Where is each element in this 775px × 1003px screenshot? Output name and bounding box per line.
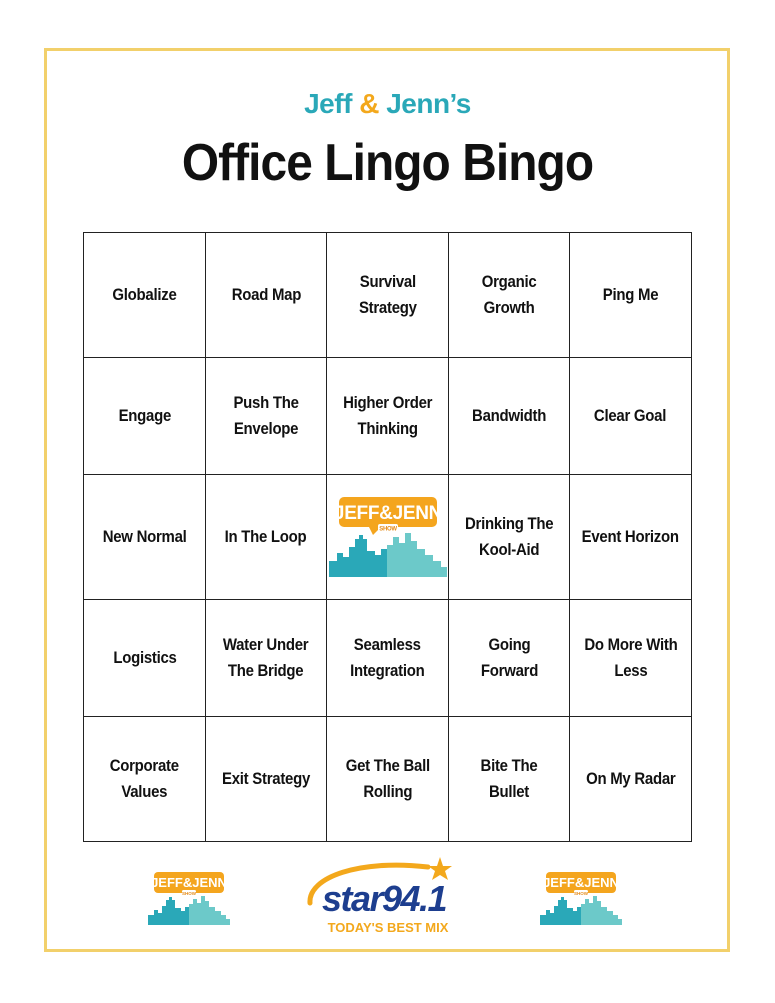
bingo-cell: Higher Order Thinking	[327, 358, 449, 475]
bingo-cell: Push The Envelope	[206, 358, 327, 475]
bingo-cell: Water Under The Bridge	[206, 600, 327, 717]
jeff-jenn-show-logo	[329, 495, 447, 579]
bingo-cell: Engage	[84, 358, 206, 475]
bingo-cell: New Normal	[84, 475, 206, 600]
show-logo-graphic	[148, 870, 230, 926]
bingo-cell: Exit Strategy	[206, 717, 327, 842]
bingo-cell: Do More With Less	[570, 600, 692, 717]
svg-text:SHOW: SHOW	[378, 526, 397, 533]
bingo-cell: Road Map	[206, 233, 327, 358]
svg-text:JEFF&JENN: JEFF&JENN	[333, 503, 442, 524]
bingo-cell: Bandwidth	[449, 358, 570, 475]
bingo-cell: Corporate Values	[84, 717, 206, 842]
bingo-cell: On My Radar	[570, 717, 692, 842]
svg-text:JEFF&JENN: JEFF&JENN	[543, 875, 619, 890]
bingo-cell: Bite The Bullet	[449, 717, 570, 842]
bingo-grid	[83, 232, 692, 842]
bingo-cell: Seamless Integration	[327, 600, 449, 717]
footer-show-logo-left	[148, 870, 230, 931]
svg-text:JEFF&JENN: JEFF&JENN	[151, 875, 227, 890]
svg-text:SHOW: SHOW	[182, 891, 196, 896]
show-subtitle	[0, 88, 775, 120]
bingo-cell: Ping Me	[570, 233, 692, 358]
page-title: Office Lingo Bingo	[181, 134, 594, 192]
bingo-cell: Event Horizon	[570, 475, 692, 600]
footer-show-logo-right	[540, 870, 622, 931]
subtitle-ampersand: &	[359, 88, 379, 119]
subtitle-jenn: Jenn’s	[386, 88, 471, 119]
svg-text:SHOW: SHOW	[574, 891, 588, 896]
subtitle-jeff: Jeff	[304, 88, 352, 119]
bingo-cell: Organic Growth	[449, 233, 570, 358]
free-space-logo-cell	[327, 475, 449, 600]
bingo-cell: Logistics	[84, 600, 206, 717]
bingo-cell: Going Forward	[449, 600, 570, 717]
star-941-logo-graphic	[300, 855, 470, 937]
svg-text:TODAY'S BEST MIX: TODAY'S BEST MIX	[327, 920, 449, 935]
bingo-cell: Drinking The Kool-Aid	[449, 475, 570, 600]
show-logo-graphic	[329, 495, 447, 579]
bingo-cell: Globalize	[84, 233, 206, 358]
svg-text:star94.1: star94.1	[321, 878, 447, 919]
bingo-cell: In The Loop	[206, 475, 327, 600]
station-logo	[300, 855, 470, 942]
bingo-cell: Survival Strategy	[327, 233, 449, 358]
bingo-cell: Get The Ball Rolling	[327, 717, 449, 842]
show-logo-graphic	[540, 870, 622, 926]
bingo-cell: Clear Goal	[570, 358, 692, 475]
